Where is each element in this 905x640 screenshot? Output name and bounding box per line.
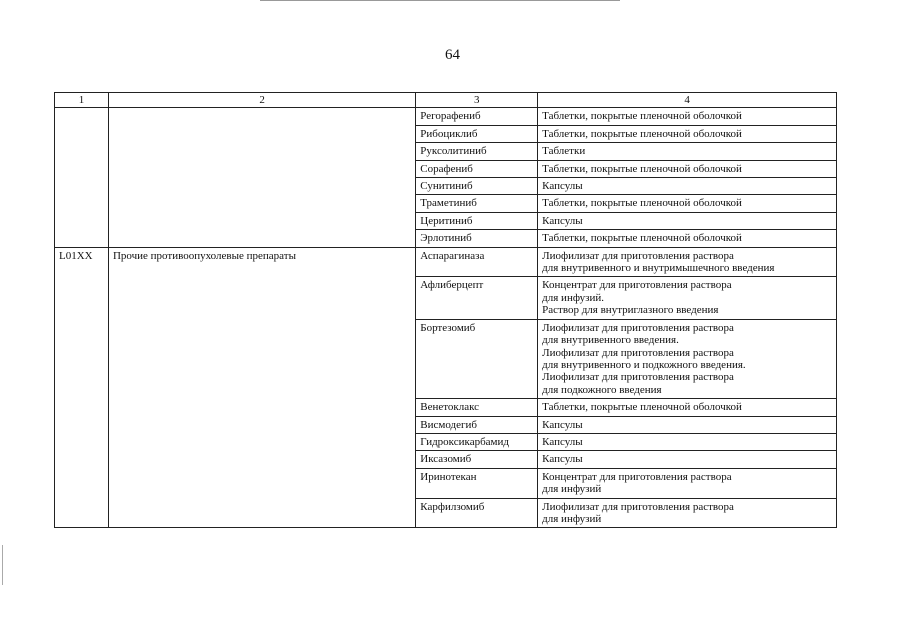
dosage-form-line: для инфузий: [542, 483, 602, 496]
drug-name-cell: Иринотекан: [416, 468, 538, 498]
dosage-form-line: для внутривенного и внутримышечного введения: [542, 262, 775, 275]
dosage-form-line: Капсулы: [542, 214, 583, 227]
dosage-form-line: для инфузий: [542, 512, 602, 525]
drug-name-cell: Иксазомиб: [416, 451, 538, 468]
dosage-form-line: Лиофилизат для приготовления раствора: [542, 321, 734, 334]
dosage-form-cell: [538, 143, 837, 160]
dosage-form-line: Капсулы: [542, 435, 583, 448]
dosage-form-cell: [538, 277, 837, 319]
dosage-form-cell: [538, 319, 837, 398]
drug-table: [54, 92, 837, 528]
dosage-form-line: Лиофилизат для приготовления раствора: [542, 346, 734, 359]
dosage-form-line: Таблетки, покрытые пленочной оболочкой: [542, 110, 742, 123]
table-header-row: [55, 93, 837, 108]
table-row: [55, 247, 837, 277]
drug-name-cell: Сорафениб: [416, 160, 538, 177]
dosage-form-cell: [538, 433, 837, 450]
drug-name-cell: Гидроксикарбамид: [416, 433, 538, 450]
drug-name-cell: Рибоциклиб: [416, 125, 538, 142]
dosage-form-line: Таблетки, покрытые пленочной оболочкой: [542, 197, 742, 210]
dosage-form-cell: [538, 230, 837, 247]
dosage-form-cell: [538, 125, 837, 142]
table-row: [55, 108, 837, 125]
scan-edge-mark: [2, 545, 3, 585]
drug-name-cell: Регорафениб: [416, 108, 538, 125]
dosage-form-line: для подкожного введения: [542, 383, 662, 396]
dosage-form-line: Лиофилизат для приготовления раствора: [542, 249, 734, 262]
group-name-cell: Прочие противоопухолевые препараты: [108, 247, 415, 528]
column-header: 4: [538, 93, 837, 108]
scan-edge-mark: [260, 0, 620, 1]
dosage-form-line: Таблетки, покрытые пленочной оболочкой: [542, 401, 742, 414]
dosage-form-line: для внутривенного введения.: [542, 334, 679, 347]
dosage-form-line: Таблетки: [542, 145, 586, 158]
dosage-form-line: Лиофилизат для приготовления раствора: [542, 371, 734, 384]
dosage-form-cell: [538, 247, 837, 277]
drug-name-cell: Церитиниб: [416, 212, 538, 229]
dosage-form-line: Концентрат для приготовления раствора: [542, 279, 732, 292]
drug-name-cell: Траметиниб: [416, 195, 538, 212]
drug-name-cell: Эрлотиниб: [416, 230, 538, 247]
dosage-form-line: Капсулы: [542, 418, 583, 431]
drug-name-cell: Висмодегиб: [416, 416, 538, 433]
dosage-form-line: для внутривенного и подкожного введения.: [542, 358, 746, 371]
drug-name-cell: Афлиберцепт: [416, 277, 538, 319]
drug-name-cell: Венетоклакс: [416, 399, 538, 416]
column-header: 2: [108, 93, 415, 108]
dosage-form-cell: [538, 108, 837, 125]
dosage-form-cell: [538, 416, 837, 433]
dosage-form-cell: [538, 399, 837, 416]
dosage-form-cell: [538, 212, 837, 229]
dosage-form-line: Таблетки, покрытые пленочной оболочкой: [542, 162, 742, 175]
dosage-form-cell: [538, 498, 837, 528]
dosage-form-line: для инфузий.: [542, 291, 605, 304]
drug-name-cell: Руксолитиниб: [416, 143, 538, 160]
dosage-form-cell: [538, 178, 837, 195]
dosage-form-cell: [538, 160, 837, 177]
dosage-form-cell: [538, 451, 837, 468]
page-number: 64: [445, 47, 460, 63]
dosage-form-cell: [538, 468, 837, 498]
group-name-cell: [108, 108, 415, 247]
dosage-form-line: Таблетки, покрытые пленочной оболочкой: [542, 232, 742, 245]
drug-name-cell: Аспарагиназа: [416, 247, 538, 277]
dosage-form-line: Капсулы: [542, 180, 583, 193]
column-header: 1: [55, 93, 109, 108]
drug-name-cell: Сунитиниб: [416, 178, 538, 195]
atc-code-cell: L01XX: [55, 247, 109, 528]
table-body: [55, 108, 837, 528]
dosage-form-line: Капсулы: [542, 453, 583, 466]
atc-code-cell: [55, 108, 109, 247]
drug-name-cell: Карфилзомиб: [416, 498, 538, 528]
drug-name-cell: Бортезомиб: [416, 319, 538, 398]
dosage-form-line: Таблетки, покрытые пленочной оболочкой: [542, 127, 742, 140]
column-header: 3: [416, 93, 538, 108]
dosage-form-line: Концентрат для приготовления раствора: [542, 470, 732, 483]
dosage-form-cell: [538, 195, 837, 212]
dosage-form-line: Раствор для внутриглазного введения: [542, 304, 719, 317]
dosage-form-line: Лиофилизат для приготовления раствора: [542, 500, 734, 513]
